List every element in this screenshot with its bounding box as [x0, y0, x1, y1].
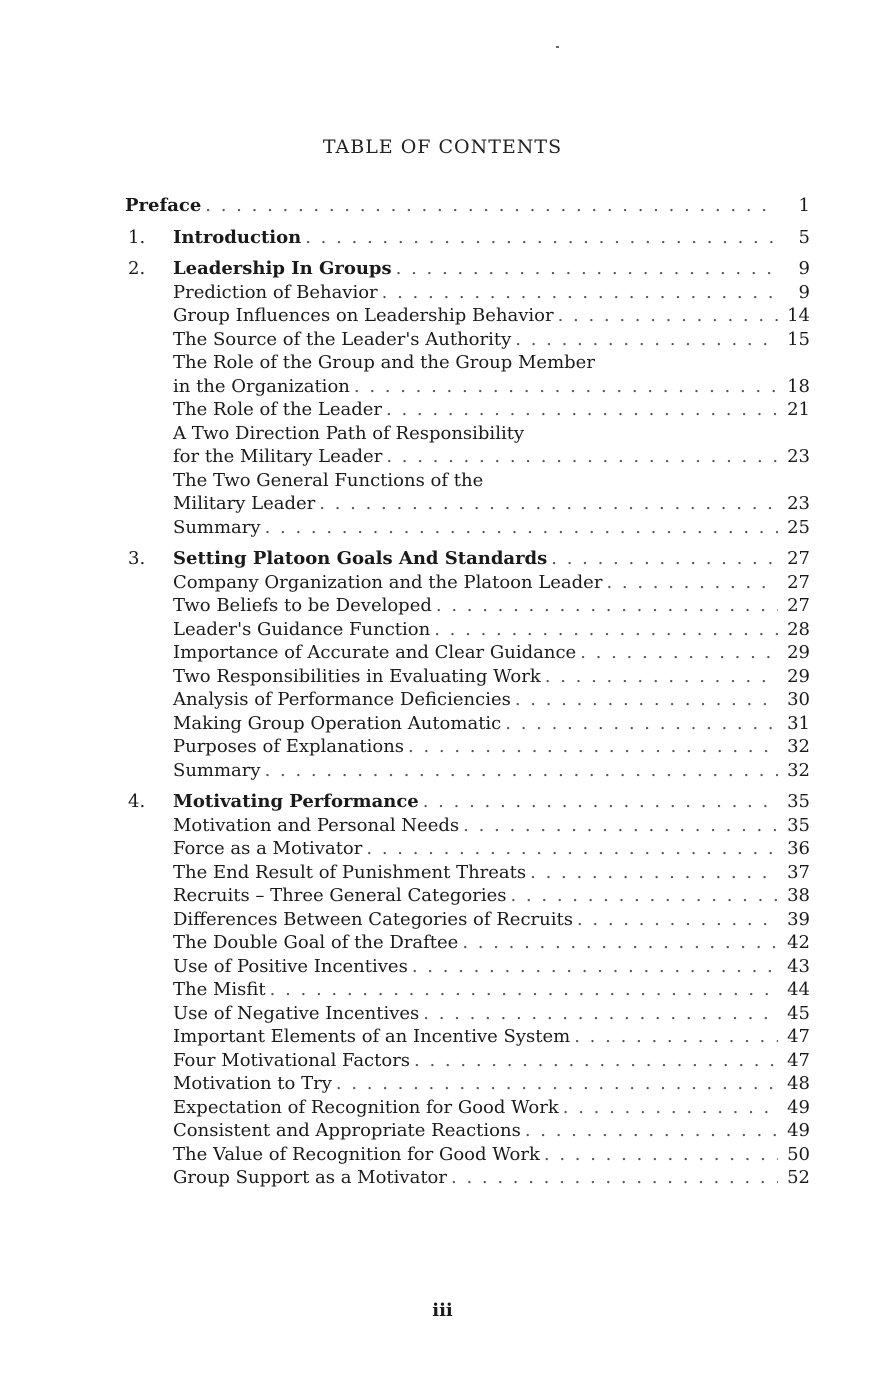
toc-entry-title: Two Responsibilities in Evaluating Work — [173, 665, 541, 687]
toc-entry-title: Setting Platoon Goals And Standards — [173, 548, 548, 569]
toc-entry-title: Introduction — [173, 226, 302, 248]
toc-entry-title: Importance of Accurate and Clear Guidance — [173, 642, 577, 663]
dot-leader — [408, 735, 778, 759]
toc-entry-page: 32 — [787, 759, 810, 781]
toc-entry-page: 27 — [787, 571, 810, 593]
toc-section-entry[interactable] — [125, 1049, 810, 1073]
toc-section-entry[interactable] — [125, 1096, 810, 1120]
toc-entry-page: 36 — [787, 838, 810, 859]
toc-entry-page: 31 — [787, 712, 810, 734]
toc-section-entry[interactable] — [125, 398, 810, 422]
toc-entry-page: 47 — [787, 1026, 810, 1047]
toc-section-entry[interactable] — [125, 837, 810, 861]
dot-leader — [265, 759, 778, 783]
toc-entry-page: 14 — [787, 305, 810, 326]
toc-entry-title: Motivation to Try — [173, 1073, 332, 1094]
dot-leader — [336, 1072, 778, 1096]
toc-entry-page: 23 — [787, 446, 810, 467]
toc-entry-page: 35 — [787, 791, 810, 812]
toc-entry-page: 27 — [787, 595, 810, 616]
toc-section-entry[interactable] — [125, 665, 810, 689]
toc-entry-title: Making Group Operation Automatic — [173, 712, 502, 734]
toc-section-entry[interactable] — [125, 978, 810, 1002]
toc-section-entry[interactable] — [125, 445, 810, 469]
toc-entry-page: 1 — [798, 195, 810, 216]
dot-leader — [366, 837, 778, 861]
toc-section-entry[interactable] — [125, 931, 810, 955]
toc-entry-page: 39 — [787, 908, 810, 930]
dot-leader — [436, 594, 778, 618]
toc-section-entry[interactable] — [125, 861, 810, 885]
page-title: TABLE OF CONTENTS — [322, 136, 563, 158]
toc-entry-page: 23 — [787, 493, 810, 514]
toc-entry-title: Use of Negative Incentives — [173, 1002, 420, 1024]
scan-speck — [556, 46, 559, 48]
toc-entry-page: 49 — [787, 1096, 810, 1118]
toc-section-entry[interactable] — [125, 328, 810, 352]
toc-entry-title: Motivation and Personal Needs — [173, 814, 460, 836]
dot-leader — [265, 516, 778, 540]
toc-section-entry[interactable] — [125, 1002, 810, 1026]
toc-section-entry[interactable] — [125, 594, 810, 618]
toc-section-entry[interactable] — [125, 375, 810, 399]
toc-entry-title: Leader's Guidance Function — [173, 618, 431, 640]
toc-section-entry[interactable] — [125, 469, 810, 493]
dot-leader — [606, 571, 778, 595]
toc-entry-page: 42 — [787, 932, 810, 953]
toc-chapter-entry[interactable] — [125, 194, 810, 218]
toc-entry-title: Four Motivational Factors — [173, 1049, 411, 1071]
toc-entry-page: 15 — [787, 328, 810, 350]
toc-entry-number: 2. — [128, 258, 146, 279]
toc-entry-title: Two Beliefs to be Developed — [173, 595, 432, 616]
dot-leader — [515, 328, 778, 352]
toc-section-entry[interactable] — [125, 304, 810, 328]
dot-leader — [423, 790, 778, 814]
toc-section-entry[interactable] — [125, 571, 810, 595]
toc-section-entry[interactable] — [125, 1166, 810, 1190]
toc-section-entry[interactable] — [125, 422, 810, 446]
toc-entry-page: 18 — [787, 375, 810, 397]
toc-section-entry[interactable] — [125, 814, 810, 838]
toc-entry-page: 21 — [787, 399, 810, 420]
toc-section-entry[interactable] — [125, 1143, 810, 1167]
toc-entry-page: 35 — [787, 814, 810, 836]
dot-leader — [462, 931, 778, 955]
dot-leader — [386, 398, 778, 422]
toc-entry-page: 50 — [787, 1143, 810, 1165]
toc-entry-title: The Source of the Leader's Authority — [173, 328, 512, 350]
toc-entry-title: The Role of the Leader — [173, 399, 383, 420]
toc-entry-page: 44 — [787, 979, 810, 1000]
toc-entry-page: 37 — [787, 861, 810, 883]
dot-leader — [530, 861, 778, 885]
dot-leader — [451, 1166, 778, 1190]
toc-entry-title: Expectation of Recognition for Good Work — [173, 1096, 559, 1118]
toc-entry-title: The Role of the Group and the Group Member — [173, 352, 595, 373]
dot-leader — [577, 908, 778, 932]
toc-section-entry[interactable] — [125, 516, 810, 540]
toc-entry-page: 52 — [787, 1167, 810, 1188]
toc-entry-title: The Two General Functions of the — [173, 469, 484, 491]
page-number: iii — [432, 1300, 453, 1321]
toc-section-entry[interactable] — [125, 281, 810, 305]
toc-entry-title: Summary — [173, 516, 261, 538]
toc-chapter-entry[interactable] — [125, 547, 810, 571]
dot-leader — [525, 1119, 778, 1143]
toc-chapter-entry[interactable] — [125, 790, 810, 814]
toc-entry-page: 28 — [787, 618, 810, 640]
toc-section-entry[interactable] — [125, 712, 810, 736]
dot-leader — [505, 712, 778, 736]
dot-leader — [270, 978, 778, 1002]
toc-entry-page: 47 — [787, 1049, 810, 1071]
toc-section-entry[interactable] — [125, 351, 810, 375]
toc-entry-title: Use of Positive Incentives — [173, 955, 408, 977]
toc-section-entry[interactable] — [125, 955, 810, 979]
toc-entry-title: for the Military Leader — [173, 446, 383, 467]
dot-leader — [305, 226, 778, 250]
toc-section-entry[interactable] — [125, 1072, 810, 1096]
dot-leader — [386, 445, 778, 469]
dot-leader — [205, 194, 778, 218]
toc-entry-title: Recruits – Three General Categories — [173, 885, 507, 906]
toc-entry-title: Group Support as a Motivator — [173, 1167, 447, 1188]
dot-leader — [515, 688, 778, 712]
toc-entry-title: Company Organization and the Platoon Leader — [173, 571, 603, 593]
toc-entry-title: Summary — [173, 759, 261, 781]
toc-section-entry[interactable] — [125, 735, 810, 759]
toc-entry-number: 3. — [128, 548, 146, 569]
dot-leader — [354, 375, 778, 399]
dot-leader — [558, 304, 778, 328]
toc-entry-page: 48 — [787, 1073, 810, 1094]
toc-section-entry[interactable] — [125, 618, 810, 642]
toc-entry-title: The Value of Recognition for Good Work — [173, 1143, 540, 1165]
toc-entry-page: 29 — [787, 642, 810, 663]
toc-entry-page: 30 — [787, 689, 810, 710]
toc-entry-number: 4. — [128, 791, 146, 812]
toc-section-entry[interactable] — [125, 641, 810, 665]
toc-entry-title: Leadership In Groups — [173, 258, 392, 279]
toc-section-entry[interactable] — [125, 908, 810, 932]
toc-section-entry[interactable] — [125, 688, 810, 712]
toc-section-entry[interactable] — [125, 884, 810, 908]
toc-entry-page: 9 — [798, 258, 810, 279]
dot-leader — [434, 618, 778, 642]
toc-entry-page: 29 — [787, 665, 810, 687]
toc-entry-page: 32 — [787, 736, 810, 757]
toc-entry-page: 49 — [787, 1120, 810, 1141]
dot-leader — [319, 492, 778, 516]
toc-entry-title: Prediction of Behavior — [173, 281, 378, 303]
dot-leader — [382, 281, 778, 305]
dot-leader — [544, 1143, 778, 1167]
dot-leader — [396, 257, 778, 281]
toc-entry-title: Group Influences on Leadership Behavior — [173, 305, 554, 326]
toc-entry-title: The Misfit — [173, 979, 266, 1000]
toc-chapter-entry[interactable] — [125, 257, 810, 281]
toc-entry-number: 1. — [128, 226, 146, 248]
toc-entry-page: 38 — [787, 885, 810, 906]
toc-entry-page: 45 — [787, 1002, 810, 1024]
toc-entry-title: Consistent and Appropriate Reactions — [173, 1120, 521, 1141]
toc-entry-page: 5 — [798, 226, 810, 248]
toc-section-entry[interactable] — [125, 1025, 810, 1049]
toc-entry-title: Military Leader — [173, 493, 316, 514]
toc-section-entry[interactable] — [125, 759, 810, 783]
dot-leader — [574, 1025, 778, 1049]
dot-leader — [414, 1049, 778, 1073]
toc-entry-title: Differences Between Categories of Recruits — [173, 908, 573, 930]
dot-leader — [563, 1096, 778, 1120]
toc-chapter-entry[interactable] — [125, 226, 810, 250]
toc-entry-title: in the Organization — [173, 375, 350, 397]
toc-entry-page: 43 — [787, 955, 810, 977]
toc-section-entry[interactable] — [125, 492, 810, 516]
toc-entry-title: A Two Direction Path of Responsibility — [173, 422, 525, 444]
toc-entry-title: Purposes of Explanations — [173, 736, 405, 757]
toc-entry-title: Analysis of Performance Deficiencies — [173, 689, 511, 710]
toc-entry-title: The Double Goal of the Draftee — [173, 932, 459, 953]
toc-entry-page: 9 — [798, 281, 810, 303]
toc-entry-title: Important Elements of an Incentive System — [173, 1026, 571, 1047]
toc-entry-page: 25 — [787, 516, 810, 538]
dot-leader — [545, 665, 778, 689]
toc-entry-page: 27 — [787, 548, 810, 569]
dot-leader — [423, 1002, 778, 1026]
toc-entry-title: Motivating Performance — [173, 791, 419, 812]
toc-entry-title: Force as a Motivator — [173, 838, 363, 859]
dot-leader — [510, 884, 778, 908]
toc-entry-title: The End Result of Punishment Threats — [173, 861, 527, 883]
toc-section-entry[interactable] — [125, 1119, 810, 1143]
dot-leader — [551, 547, 778, 571]
dot-leader — [580, 641, 778, 665]
dot-leader — [412, 955, 778, 979]
table-of-contents — [125, 194, 810, 1190]
toc-entry-title: Preface — [125, 195, 202, 216]
dot-leader — [463, 814, 778, 838]
